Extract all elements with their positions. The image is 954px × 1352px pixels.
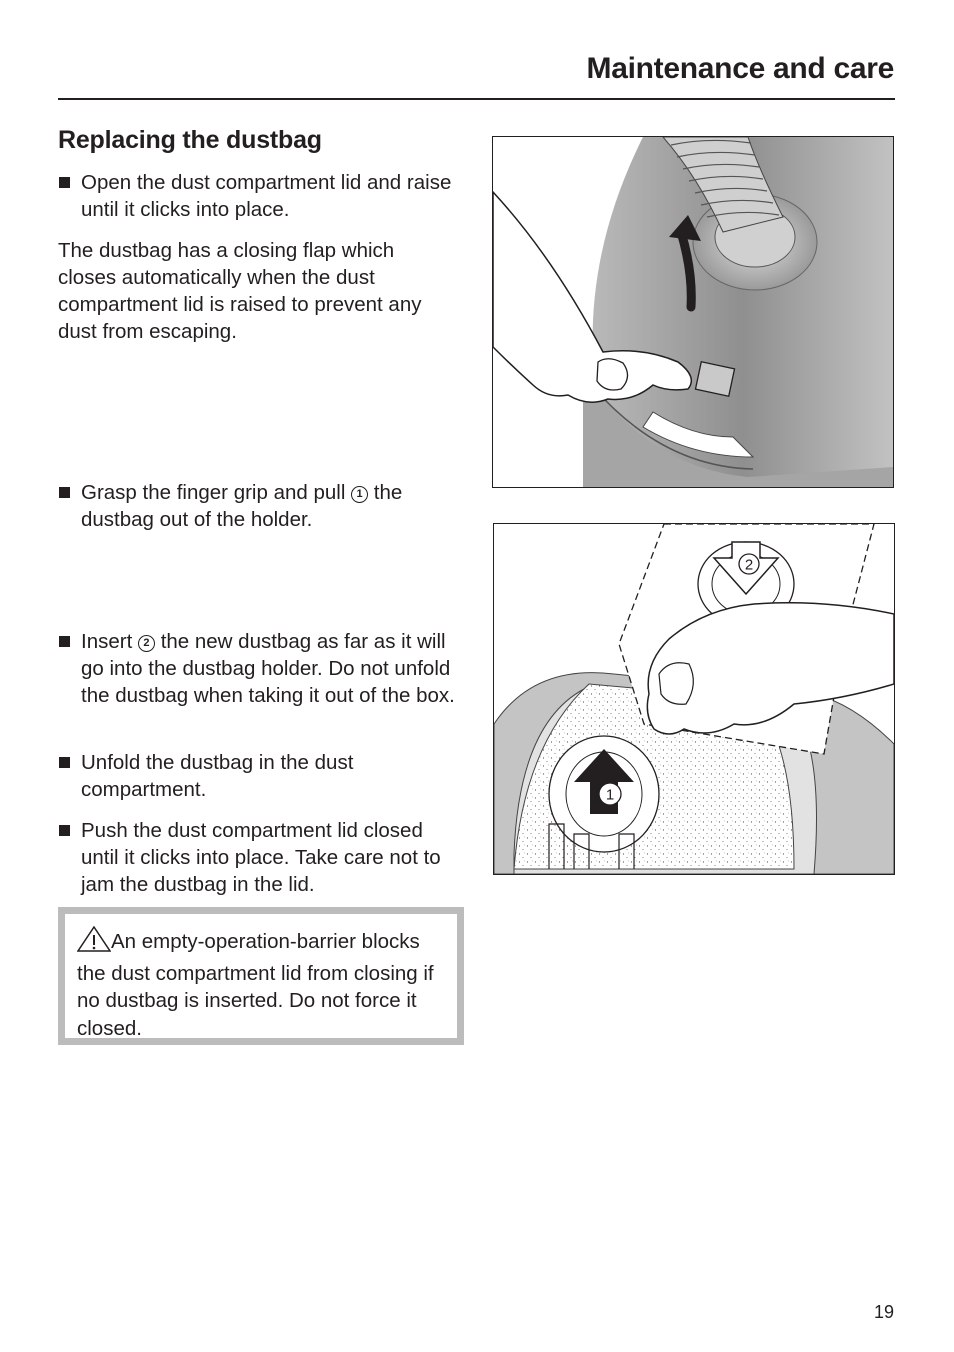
step-open-lid xyxy=(58,169,463,223)
bullet-item: Grasp the finger grip and pull 1 the dustbag out of the holder. xyxy=(58,479,458,533)
warning-triangle-icon xyxy=(77,926,111,960)
section-title: Replacing the dustbag xyxy=(58,126,322,154)
bullet-square-icon xyxy=(59,636,70,647)
step-push-closed xyxy=(58,817,466,898)
bullet-item: Unfold the dustbag in the dust compartment. xyxy=(58,749,418,803)
bullet-square-icon xyxy=(59,825,70,836)
page-title: Maintenance and care xyxy=(586,52,894,85)
page-number: 19 xyxy=(873,1302,894,1322)
warning-box xyxy=(58,907,464,1045)
header-rule xyxy=(58,98,895,100)
figure-insert-dustbag xyxy=(493,523,895,875)
bullet-square-icon xyxy=(59,757,70,768)
step-grasp-grip xyxy=(58,479,458,533)
circled-number-2-icon: 2 xyxy=(138,635,155,652)
bullet-square-icon xyxy=(59,177,70,188)
step-insert xyxy=(58,628,463,709)
circled-number-1-icon: 1 xyxy=(351,486,368,503)
bullet-item: Push the dust compartment lid closed until it clicks into place. Take care not to jam the dustbag in the lid. xyxy=(58,817,466,898)
bullet-item: Open the dust compartment lid and raise until it clicks into place. xyxy=(58,169,463,223)
bullet-square-icon xyxy=(59,487,70,498)
bullet-item: Insert 2 the new dustbag as far as it will go into the dustbag holder. Do not unfold the dustbag when taking it out of the box. xyxy=(58,628,463,709)
figure-open-lid xyxy=(492,136,894,488)
closing-flap-paragraph: The dustbag has a closing flap which closes automatically when the dust compartment lid is raised to prevent any dust from escaping. xyxy=(58,239,422,343)
figure-marker-2: 2 xyxy=(744,556,754,574)
figure-marker-1: 1 xyxy=(605,786,615,804)
warning-text: An empty-operation-barrier blocks the dust compartment lid from closing if no dustbag is inserted. Do not force it closed. xyxy=(77,930,434,1040)
step-unfold xyxy=(58,749,418,803)
